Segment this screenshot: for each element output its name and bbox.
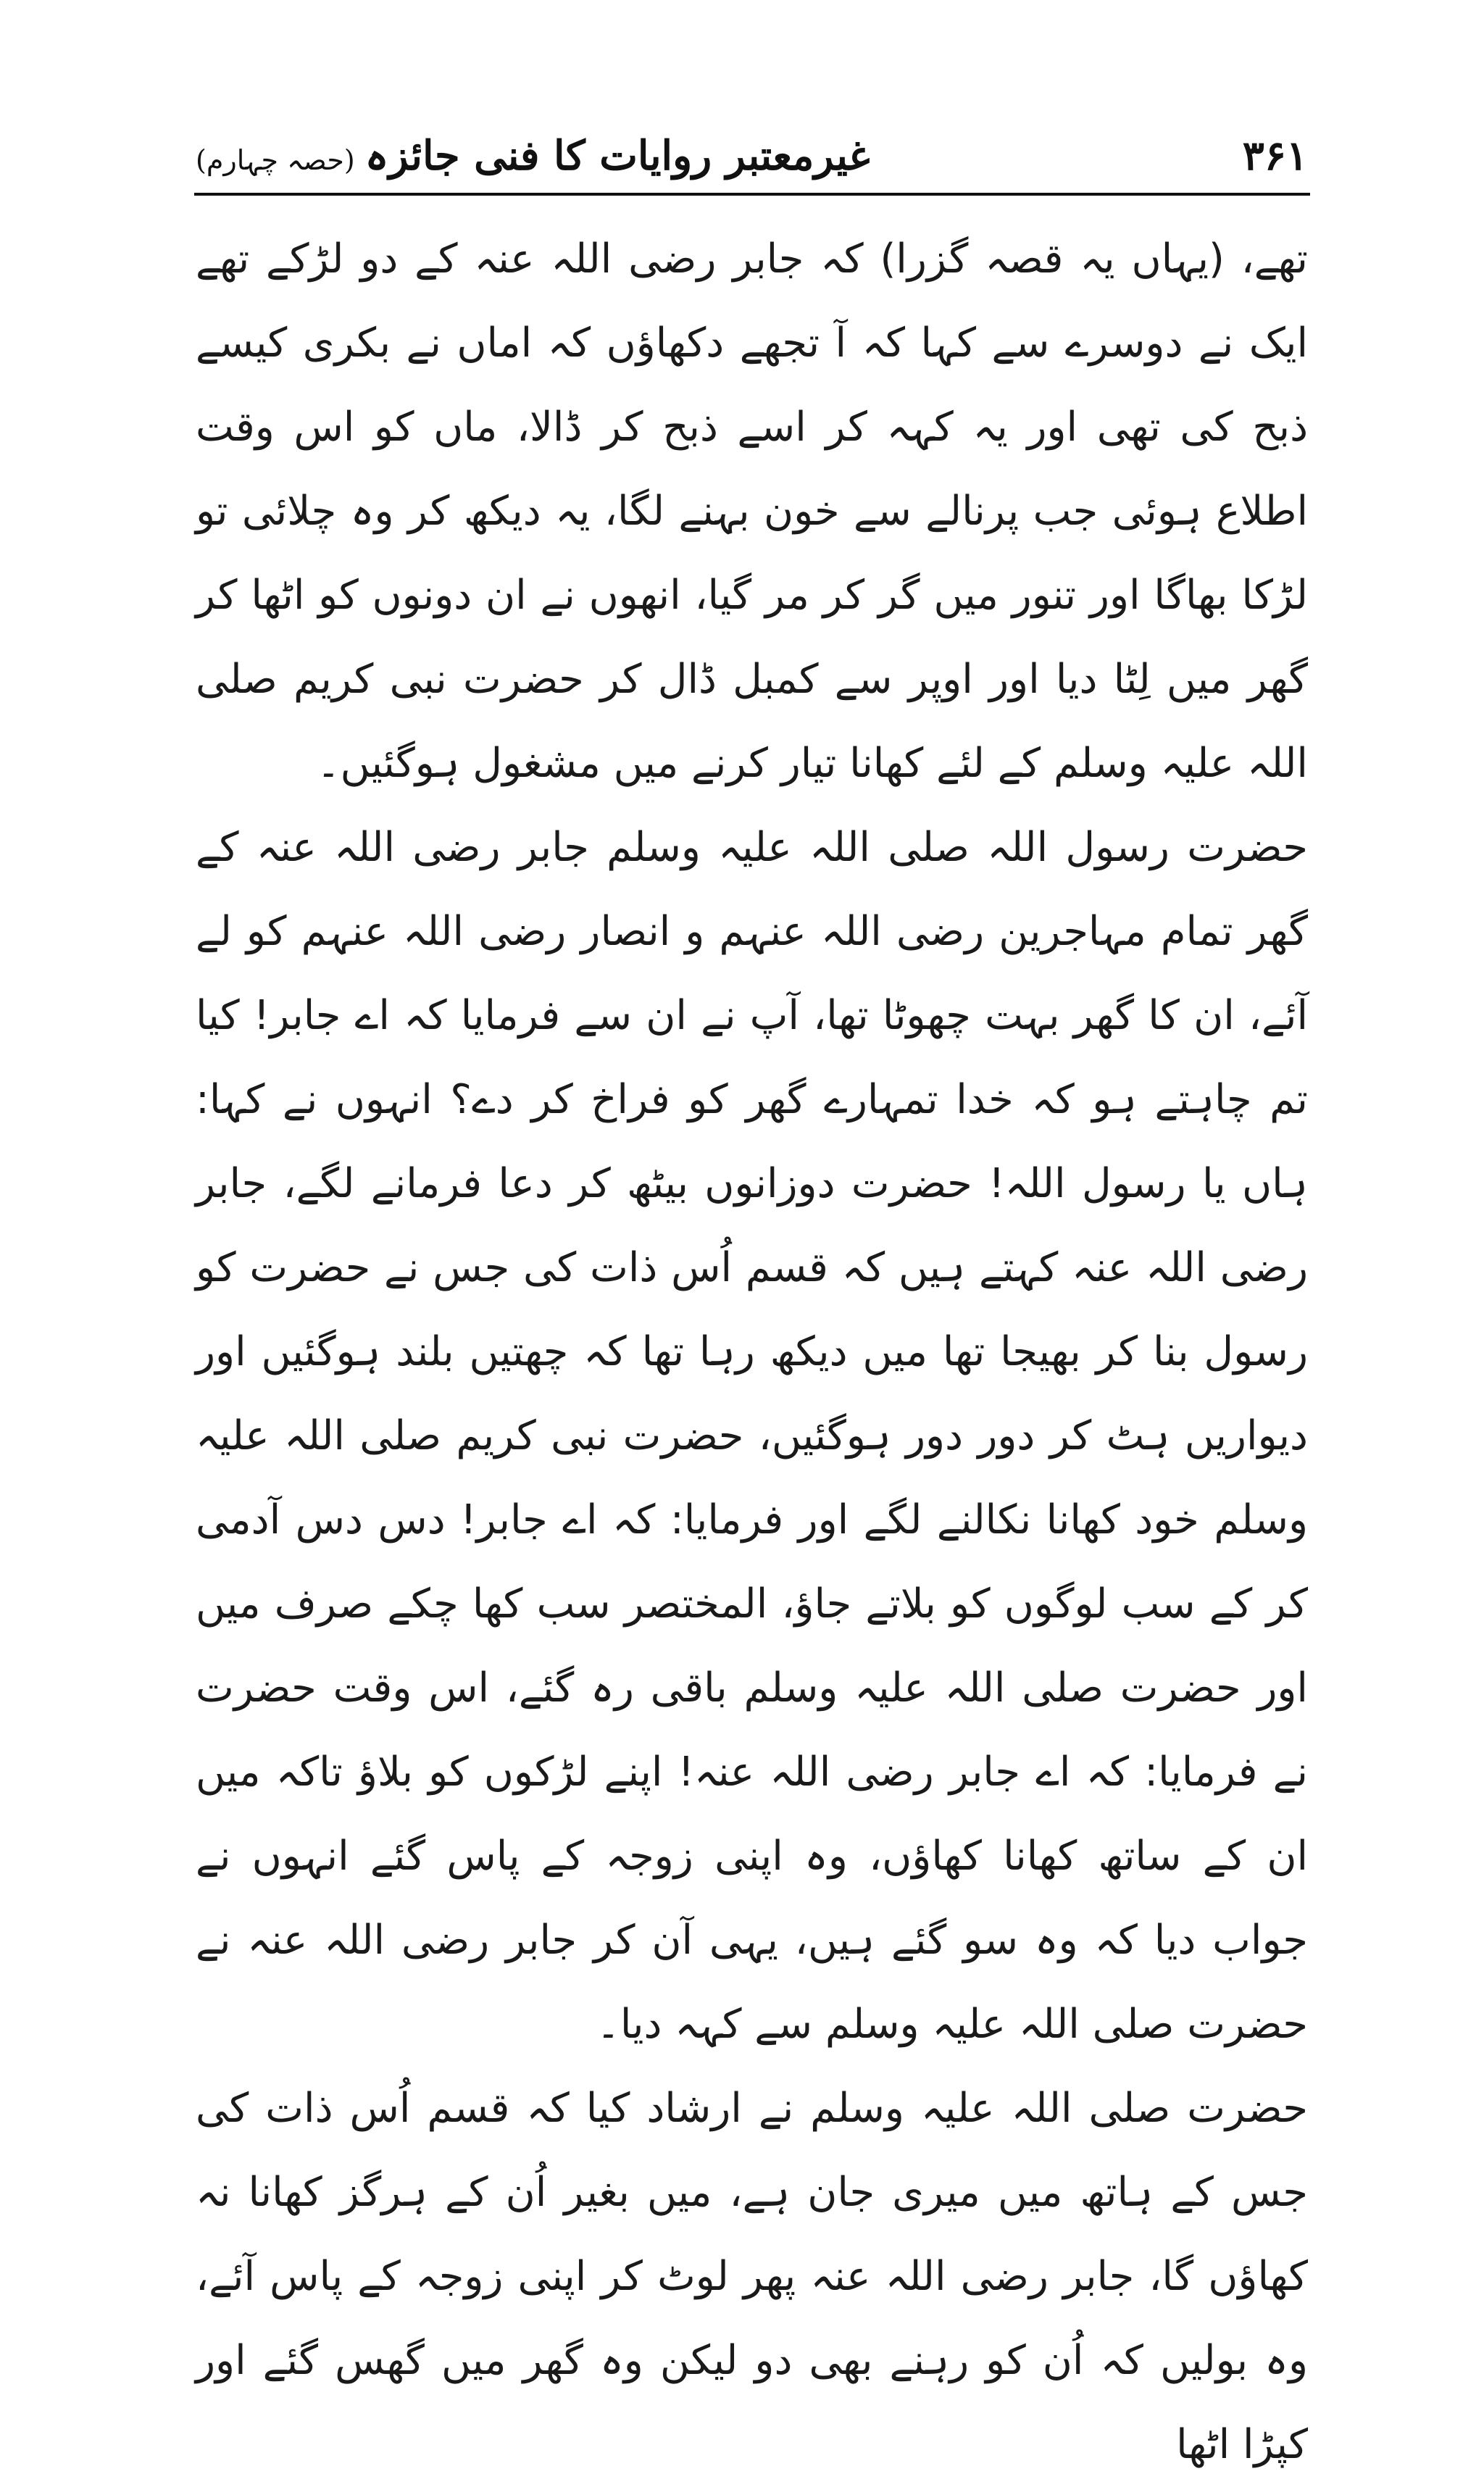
paragraph-2: حضرت رسول اللہ صلی اللہ علیہ وسلم جابر رضی اللہ عنہ کے گھر تمام مہاجرین رضی اللہ عنہم و انصار رضی اللہ عنہم کو لے آئے، ان کا گھر بہت چھوٹا تھا، آپ نے ان سے فرمایا کہ اے جابر! کیا تم چاہتے ہو کہ خدا تمہارے گھر کو فراخ کر دے؟ انہوں نے کہا: ہاں یا رسول اللہ! حضرت دوزانوں بیٹھ کر دعا فرمانے لگے، جابر رضی اللہ عنہ کہتے ہیں کہ قسم اُس ذات کی جس نے حضرت کو رسول بنا کر بھیجا تھا میں دیکھ رہا تھا کہ چھتیں بلند ہوگئیں اور دیواریں ہٹ کر دور دور ہوگئیں، حضرت نبی کریم صلی اللہ علیہ وسلم خود کھانا نکالنے لگے اور فرمایا: کہ اے جابر! دس دس آدمی کر کے سب لوگوں کو بلاتے جاؤ، المختصر سب کھا چکے صرف میں اور حضرت صلی اللہ علیہ وسلم باقی رہ گئے، اس وقت حضرت نے فرمایا: کہ اے جابر رضی اللہ عنہ! اپنے لڑکوں کو بلاؤ تاکہ میں ان کے ساتھ کھانا کھاؤں، وہ اپنی زوجہ کے پاس گئے انہوں نے جواب دیا کہ وہ سو گئے ہیں، یہی آن کر جابر رضی اللہ عنہ نے حضرت صلی اللہ علیہ وسلم سے کہہ دیا۔ xyxy=(196,824,1308,2048)
paragraph-1: تھے، (یہاں یہ قصہ گزرا) کہ جابر رضی اللہ عنہ کے دو لڑکے تھے ایک نے دوسرے سے کہا کہ آ تجھے دکھاؤں کہ اماں نے بکری کیسے ذبح کی تھی اور یہ کہہ کر اسے ذبح کر ڈالا، ماں کو اس وقت اطلاع ہوئی جب پرنالے سے خون بہنے لگا، یہ دیکھ کر وہ چلائی تو لڑکا بھاگا اور تنور میں گر کر مر گیا، انھوں نے ان دونوں کو اٹھا کر گھر میں لِٹا دیا اور اوپر سے کمبل ڈال کر حضرت نبی کریم صلی اللہ علیہ وسلم کے لئے کھانا تیار کرنے میں مشغول ہوگئیں۔ xyxy=(196,236,1309,787)
part-label: (حصہ چہارم) xyxy=(196,144,355,176)
page-header xyxy=(196,123,1308,188)
book-title-text: غیرمعتبر روایات کا فنی جائزہ xyxy=(364,132,870,180)
book-title xyxy=(196,132,870,180)
header-divider xyxy=(194,193,1310,196)
page-body xyxy=(196,217,1308,2487)
paragraph-3: حضرت صلی اللہ علیہ وسلم نے ارشاد کیا کہ قسم اُس ذات کی جس کے ہاتھ میں میری جان ہے، میں بغیر اُن کے ہرگز کھانا نہ کھاؤں گا، جابر رضی اللہ عنہ پھر لوٹ کر اپنی زوجہ کے پاس آئے، وہ بولیں کہ اُن کو رہنے بھی دو لیکن وہ گھر میں گھس گئے اور کپڑا اٹھا xyxy=(196,2085,1309,2468)
page-number: ۳۶۱ xyxy=(1242,132,1308,180)
